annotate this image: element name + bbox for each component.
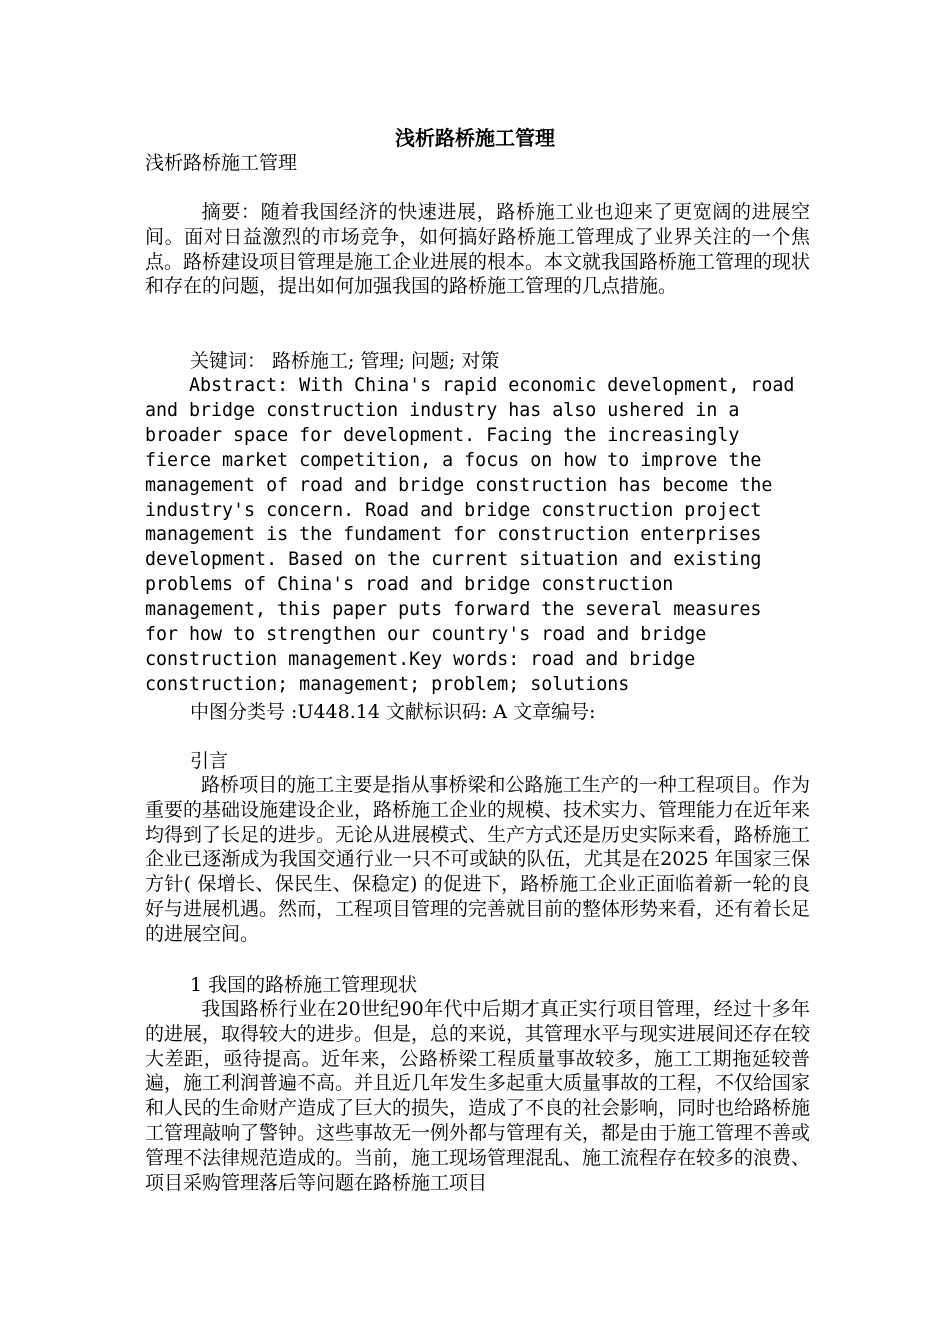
abstract-cn-paragraph <box>145 200 810 299</box>
intro-body-text: 路桥项目的施工主要是指从事桥梁和公路施工生产的一种工程项目。作为重要的基础设施建设企业，路桥施工企业的规模、技术实力、管理能力在近年来均得到了长足的进步。无论从进展模式、生产方式还是历史实际来看，路桥施工企业已逐渐成为我国交通行业一只不可或缺的队伍，尤其是在2025 年国家三保方针( 保增长、保民生、保稳定) 的促进下，路桥施工企业正面临着新一轮的良好与进展机遇。然而，工程项目管理的完善就目前的整体形势来看，还有着长足的进展空间。 <box>145 774 811 945</box>
section1-heading: 1 我国的路桥施工管理现状 <box>190 974 418 996</box>
classification-line: 中图分类号 :U448.14 文献标识码: A 文章编号: <box>190 701 596 723</box>
document-subtitle: 浅析路桥施工管理 <box>145 152 298 174</box>
section1-body-text: 我国路桥行业在20世纪90年代中后期才真正实行项目管理，经过十多年的进展，取得较大的进步。但是，总的来说，其管理水平与现实进展间还存在较大差距，亟待提高。近年来，公路桥梁工程质量事故较多，施工工期拖延较普遍，施工利润普遍不高。并且近几年发生多起重大质量事故的工程，不仅给国家和人民的生命财产造成了巨大的损失，造成了不良的社会影响，同时也给路桥施工管理敲响了警钟。这些事故无一例外都与管理有关，都是由于施工管理不善或管理不法律规范造成的。当前，施工现场管理混乱、施工流程存在较多的浪费、项目采购管理落后等问题在路桥施工项目 <box>145 998 811 1194</box>
intro-heading: 引言 <box>190 750 229 772</box>
document-title: 浅析路桥施工管理 <box>395 126 555 150</box>
section1-paragraph <box>145 997 810 1195</box>
intro-paragraph <box>145 773 810 947</box>
abstract-cn-text: 摘要：随着我国经济的快速进展，路桥施工业也迎来了更宽阔的进展空间。面对日益激烈的市场竞争，如何搞好路桥施工管理成了业界关注的一个焦点。路桥建设项目管理是施工企业进展的根本。本文就我国路桥施工管理的现状和存在的问题，提出如何加强我国的路桥施工管理的几点措施。 <box>145 201 811 298</box>
abstract-en-paragraph: Abstract: With China's rapid economic development, road and bridge construction industry has also ushered in a broader space for development. Facing the increasingly fierce market competition, a focus on how to improve the management of road and bridge construction has become the industry's concern. Road and bridge construction project management is the fundament for construction enterprises development. Based on the current situation and existing problems of China's road and bridge construction management, this paper puts forward the several measures for how to strengthen our country's road and bridge construction management.Key words: road and bridge construction; management; problem; solutions <box>145 375 795 695</box>
keywords-cn: 关键词： 路桥施工; 管理; 问题; 对策 <box>190 350 500 372</box>
